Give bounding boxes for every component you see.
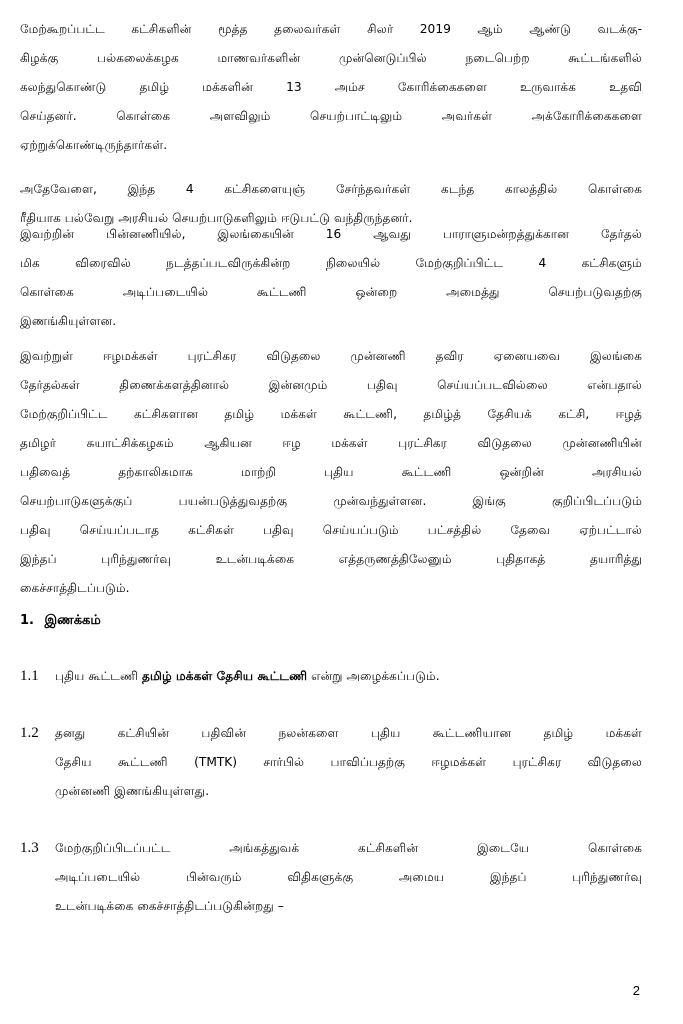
section-heading bbox=[20, 611, 101, 631]
paragraph-line: இவற்றுள் ஈழமக்கள் புரட்சிகர விடுதலை முன்னணி தவிர ஏனையவை இலங்கை bbox=[20, 349, 642, 363]
paragraph-line: கைச்சாத்திடப்படும். bbox=[20, 581, 130, 595]
clause-number: 1.3 bbox=[20, 840, 39, 856]
paragraph-line: தமிழர் சுயாட்சிக்கழகம் ஆகியன ஈழ மக்கள் புரட்சிகர விடுதலை முன்னணியின் bbox=[20, 436, 642, 450]
paragraph-line: மேற்கூறப்பட்ட கட்சிகளின் மூத்த தலைவர்கள் சிலர் 2019 ஆம் ஆண்டு வடக்கு- bbox=[20, 22, 642, 36]
clause-text: புதிய கூட்டணி bbox=[55, 669, 143, 683]
paragraph-line: இந்தப் புரிந்துணர்வு உடன்படிக்கை எத்தருணத்திலேனும் புதிதாகத் தயாரித்து bbox=[20, 552, 642, 566]
paragraph-line: இவற்றின் பின்னணியில், இலங்கையின் 16 ஆவது பாராளுமன்றத்துக்கான தேர்தல் bbox=[20, 227, 642, 241]
clause-line: தேசிய கூட்டணி (TMTK) சார்பில் பாவிப்பதற்கு ஈழமக்கள் புரட்சிகர விடுதலை bbox=[55, 755, 642, 769]
paragraph-3 bbox=[20, 220, 642, 336]
page-number: 2 bbox=[632, 983, 640, 998]
clause-number: 1.1 bbox=[20, 668, 39, 684]
clause-body bbox=[55, 719, 642, 806]
paragraph-line: பதிவைத் தற்காலிகமாக மாற்றி புதிய கூட்டணி ஒன்றின் அரசியல் bbox=[20, 465, 642, 479]
clause-number: 1.2 bbox=[20, 725, 39, 741]
paragraph-line: ஏற்றுக்கொண்டிருந்தார்கள். bbox=[20, 138, 168, 152]
paragraph-line: மிக விரைவில் நடத்தப்படவிருக்கின்ற நிலையில் மேற்குறிப்பிட்ட 4 கட்சிகளும் bbox=[20, 256, 642, 270]
clause-line: தனது கட்சியின் பதிவின் நலன்களை புதிய கூட்டணியான தமிழ் மக்கள் bbox=[55, 726, 642, 740]
section-number: 1. bbox=[20, 613, 34, 628]
paragraph-4 bbox=[20, 342, 642, 603]
paragraph-line: கலந்துகொண்டு தமிழ் மக்களின் 13 அம்ச கோரிக்கைகளை உருவாக்க உதவி bbox=[20, 80, 642, 94]
section-title: இணக்கம் bbox=[44, 613, 101, 628]
paragraph-1 bbox=[20, 15, 642, 160]
paragraph-line: செயற்பாடுகளுக்குப் பயன்படுத்துவதற்கு முன்வந்துள்ளன. இங்கு குறிப்பிடப்படும் bbox=[20, 494, 642, 508]
paragraph-line: தேர்தல்கள் திணைக்களத்தினால் இன்னமும் பதிவு செய்யப்படவில்லை என்பதால் bbox=[20, 378, 642, 392]
clause-line bbox=[55, 662, 642, 691]
clause-line: உடன்படிக்கை கைச்சாத்திடப்படுகின்றது – bbox=[55, 899, 284, 913]
paragraph-line: பதிவு செய்யப்படாத கட்சிகள் பதிவு செய்யப்படும் பட்சத்தில் தேவை ஏற்பட்டால் bbox=[20, 523, 642, 537]
clause-line: முன்னணி இணங்கியுள்ளது. bbox=[55, 784, 210, 798]
paragraph-line: கிழக்கு பல்கலைக்கழக மாணவர்களின் முன்னெடுப்பில் நடைபெற்ற கூட்டங்களில் bbox=[20, 51, 642, 65]
paragraph-line: கொள்கை அடிப்படையில் கூட்டணி ஒன்றை அமைத்து செயற்படுவதற்கு bbox=[20, 285, 642, 299]
paragraph-line: ரீதியாக பல்வேறு அரசியல் செயற்பாடுகளிலும் ஈடுபட்டு வந்திருந்தனர். bbox=[20, 211, 413, 225]
paragraph-line: இணங்கியுள்ளன. bbox=[20, 314, 117, 328]
clause-line: அடிப்படையில் பின்வரும் விதிகளுக்கு அமைய இந்தப் புரிந்துணர்வு bbox=[55, 870, 642, 884]
paragraph-line: செய்தனர். கொள்கை அளவிலும் செயற்பாட்டிலும் அவர்கள் அக்கோரிக்கைகளை bbox=[20, 109, 642, 123]
clause-text: என்று அழைக்கப்படும். bbox=[307, 669, 440, 683]
paragraph-line: அதேவேளை, இந்த 4 கட்சிகளையுஞ் சேர்ந்தவர்கள் கடந்த காலத்தில் கொள்கை bbox=[20, 182, 642, 196]
clause-body bbox=[55, 834, 642, 921]
alliance-name: தமிழ் மக்கள் தேசிய கூட்டணி bbox=[142, 669, 308, 683]
paragraph-line: மேற்குறிப்பிட்ட கட்சிகளான தமிழ் மக்கள் கூட்டணி, தமிழ்த் தேசியக் கட்சி, ஈழத் bbox=[20, 407, 642, 421]
clause-line: மேற்குறிப்பிடப்பட்ட அங்கத்துவக் கட்சிகளின் இடையே கொள்கை bbox=[55, 841, 642, 855]
clause-body bbox=[55, 662, 642, 691]
